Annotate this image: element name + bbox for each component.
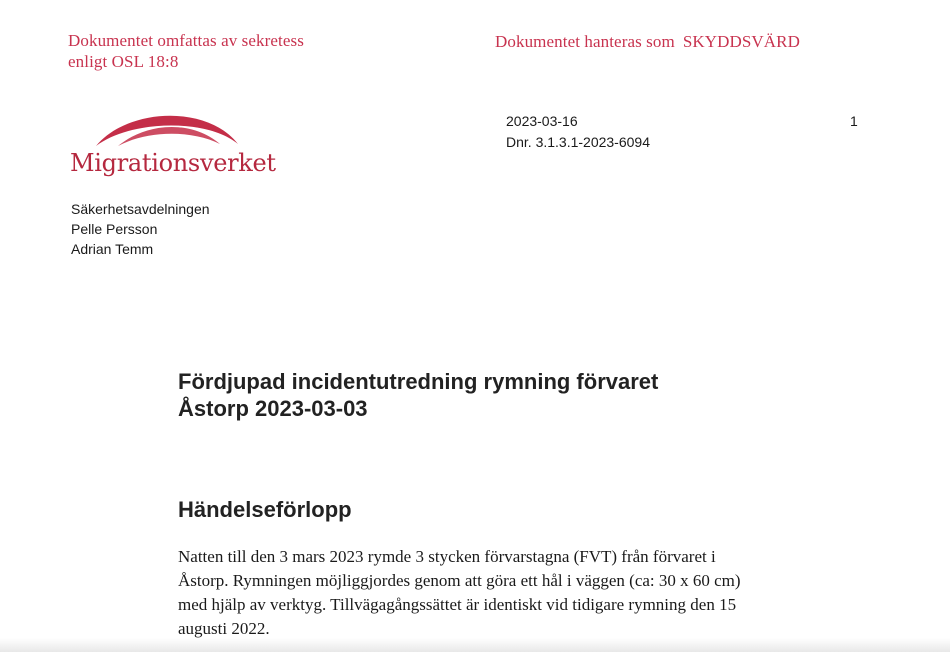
sender-person-2: Adrian Temm [71, 241, 154, 257]
handling-stamp-prefix: Dokumentet hanteras som [495, 32, 675, 51]
confidentiality-stamp [68, 30, 368, 72]
page-bottom-shade [0, 638, 950, 652]
paragraph-line-1: Natten till den 3 mars 2023 rymde 3 stycken förvarstagna (FVT) från förvaret i [178, 547, 716, 566]
body-paragraph [178, 545, 818, 641]
paragraph-line-3: med hjälp av verktyg. Tillvägagångssättet är identiskt vid tidigare rymning den 15 [178, 595, 737, 614]
section-heading: Händelseförlopp [178, 497, 352, 522]
handling-stamp-level: SKYDDSVÄRD [682, 32, 800, 51]
sender-department: Säkerhetsavdelningen [71, 201, 210, 217]
document-date: 2023-03-16 [506, 113, 578, 129]
sender-block [71, 199, 210, 259]
page-number: 1 [850, 113, 858, 129]
document-title-line-1: Fördjupad incidentutredning rymning förvaret [178, 369, 659, 394]
confidentiality-stamp-line-1: Dokumentet omfattas av sekretess [68, 31, 304, 50]
document-title [178, 368, 658, 422]
handling-stamp [495, 31, 895, 52]
migrationsverket-logo [70, 106, 276, 182]
sender-person-1: Pelle Persson [71, 221, 158, 237]
paragraph-line-4: augusti 2022. [178, 619, 270, 638]
logo-wordmark: Migrationsverket [70, 149, 276, 177]
document-meta [506, 111, 650, 153]
paragraph-line-2: Åstorp. Rymningen möjliggjordes genom att göra ett hål i väggen (ca: 30 x 60 cm) [178, 571, 741, 590]
document-title-line-2: Åstorp 2023-03-03 [178, 396, 368, 421]
logo-arc-icon [92, 106, 240, 150]
confidentiality-stamp-line-2: enligt OSL 18:8 [68, 52, 179, 71]
document-dnr: Dnr. 3.1.3.1-2023-6094 [506, 134, 650, 150]
